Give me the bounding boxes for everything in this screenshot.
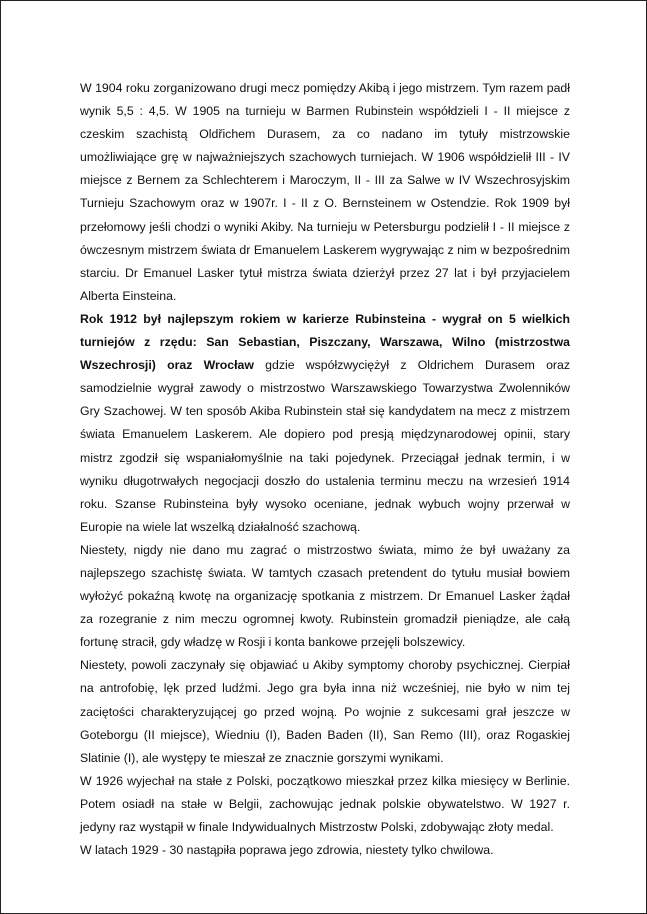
document-body	[80, 77, 570, 862]
paragraph-2	[80, 308, 570, 539]
paragraph-2-text: gdzie współzwyciężył z Oldrichem Durasem oraz samodzielnie wygrał zawody o mistrzostwo Warszawskiego Towarzystwa Zwolenników Gry Szachowej. W ten sposób Akiba Rubinstein stał się kandydatem na mecz z mistrzem świata Emanuelem Laskerem. Ale dopiero pod presją międzynarodowej opinii, stary mistrz zgodził się wspaniałomyślnie na taki pojedynek. Przeciągał jednak termin, i w wyniku długotrwałych negocjacji doszło do ustalenia terminu meczu na wrzesień 1914 roku. Szanse Rubinsteina były wysoko oceniane, jednak wybuch wojny przerwał w Europie na wiele lat wszelką działalność szachową.	[80, 358, 570, 534]
paragraph-5-text: W 1926 wyjechał na stałe z Polski, początkowo mieszkał przez kilka miesięcy w Berlinie. Potem osiadł na stałe w Belgii, zachowując jednak polskie obywatelstwo. W 1927 r. jedyny raz wystąpił w finale Indywidualnych Mistrzostw Polski, zdobywając złoty medal.	[80, 773, 570, 834]
paragraph-3-text: Niestety, nigdy nie dano mu zagrać o mistrzostwo świata, mimo że był uważany za najlepszego szachistę świata. W tamtych czasach pretendent do tytułu musiał bowiem wyłożyć pokaźną kwotę na organizację spotkania z mistrzem. Dr Emanuel Lasker żądał za rozegranie z nim meczu ogromnej kwoty. Rubinstein gromadził pieniądze, ale całą fortunę stracił, gdy władzę w Rosji i konta bankowe przejęli bolszewicy.	[80, 542, 570, 650]
paragraph-5	[80, 770, 570, 839]
paragraph-4	[80, 654, 570, 769]
paragraph-2-bold-lead: Rok 1912 był najlepszym rokiem w karierze Rubinsteina - wygrał on 5 wielkich turniejów z rzędu: San Sebastian, Piszczany, Warszawa, Wilno (mistrzostwa Wszechrosji) oraz Wrocław	[80, 311, 570, 373]
paragraph-6-text: W latach 1929 - 30 nastąpiła poprawa jego zdrowia, niestety tylko chwilowa.	[80, 843, 494, 858]
paragraph-4-text: Niestety, powoli zaczynały się objawiać u Akiby symptomy choroby psychicznej. Cierpiał na antrofobię, lęk przed ludźmi. Jego gra była inna niż wcześniej, nie było w nim tej zaciętości charakteryzującej go przed wojną. Po wojnie z sukcesami grał jeszcze w Goteborgu (II miejsce), Wiedniu (I), Baden Baden (II), San Remo (III), oraz Rogaskiej Slatinie (I), ale występy te mieszał ze znacznie gorszymi wynikami.	[80, 658, 570, 765]
paragraph-3	[80, 539, 570, 654]
paragraph-6	[80, 839, 570, 862]
paragraph-1-text: W 1904 roku zorganizowano drugi mecz pomiędzy Akibą i jego mistrzem. Tym razem padł wynik 5,5 : 4,5. W 1905 na turnieju w Barmen Rubinstein współdzieli I - II miejsce z czeskim szachistą Oldřichem Durasem, za co nadano im tytuły mistrzowskie umożliwiające grę w najważniejszych szachowych turniejach. W 1906 współdzielił III - IV miejsce z Bernem za Schlechterem i Maroczym, II - III za Salwe w IV Wszechrosyjskim Turnieju Szachowym oraz w 1907r. I - II z O. Bernsteinem w Ostendzie. Rok 1909 był przełomowy jeśli chodzi o wyniki Akiby. Na turnieju w Petersburgu podzielił I - II miejsce z ówczesnym mistrzem świata dr Emanuelem Laskerem wygrywając z nim w bezpośrednim starciu. Dr Emanuel Lasker tytuł mistrza świata dzierżył przez 27 lat i był przyjacielem Alberta Einsteina.	[80, 81, 570, 303]
paragraph-1	[80, 77, 570, 308]
